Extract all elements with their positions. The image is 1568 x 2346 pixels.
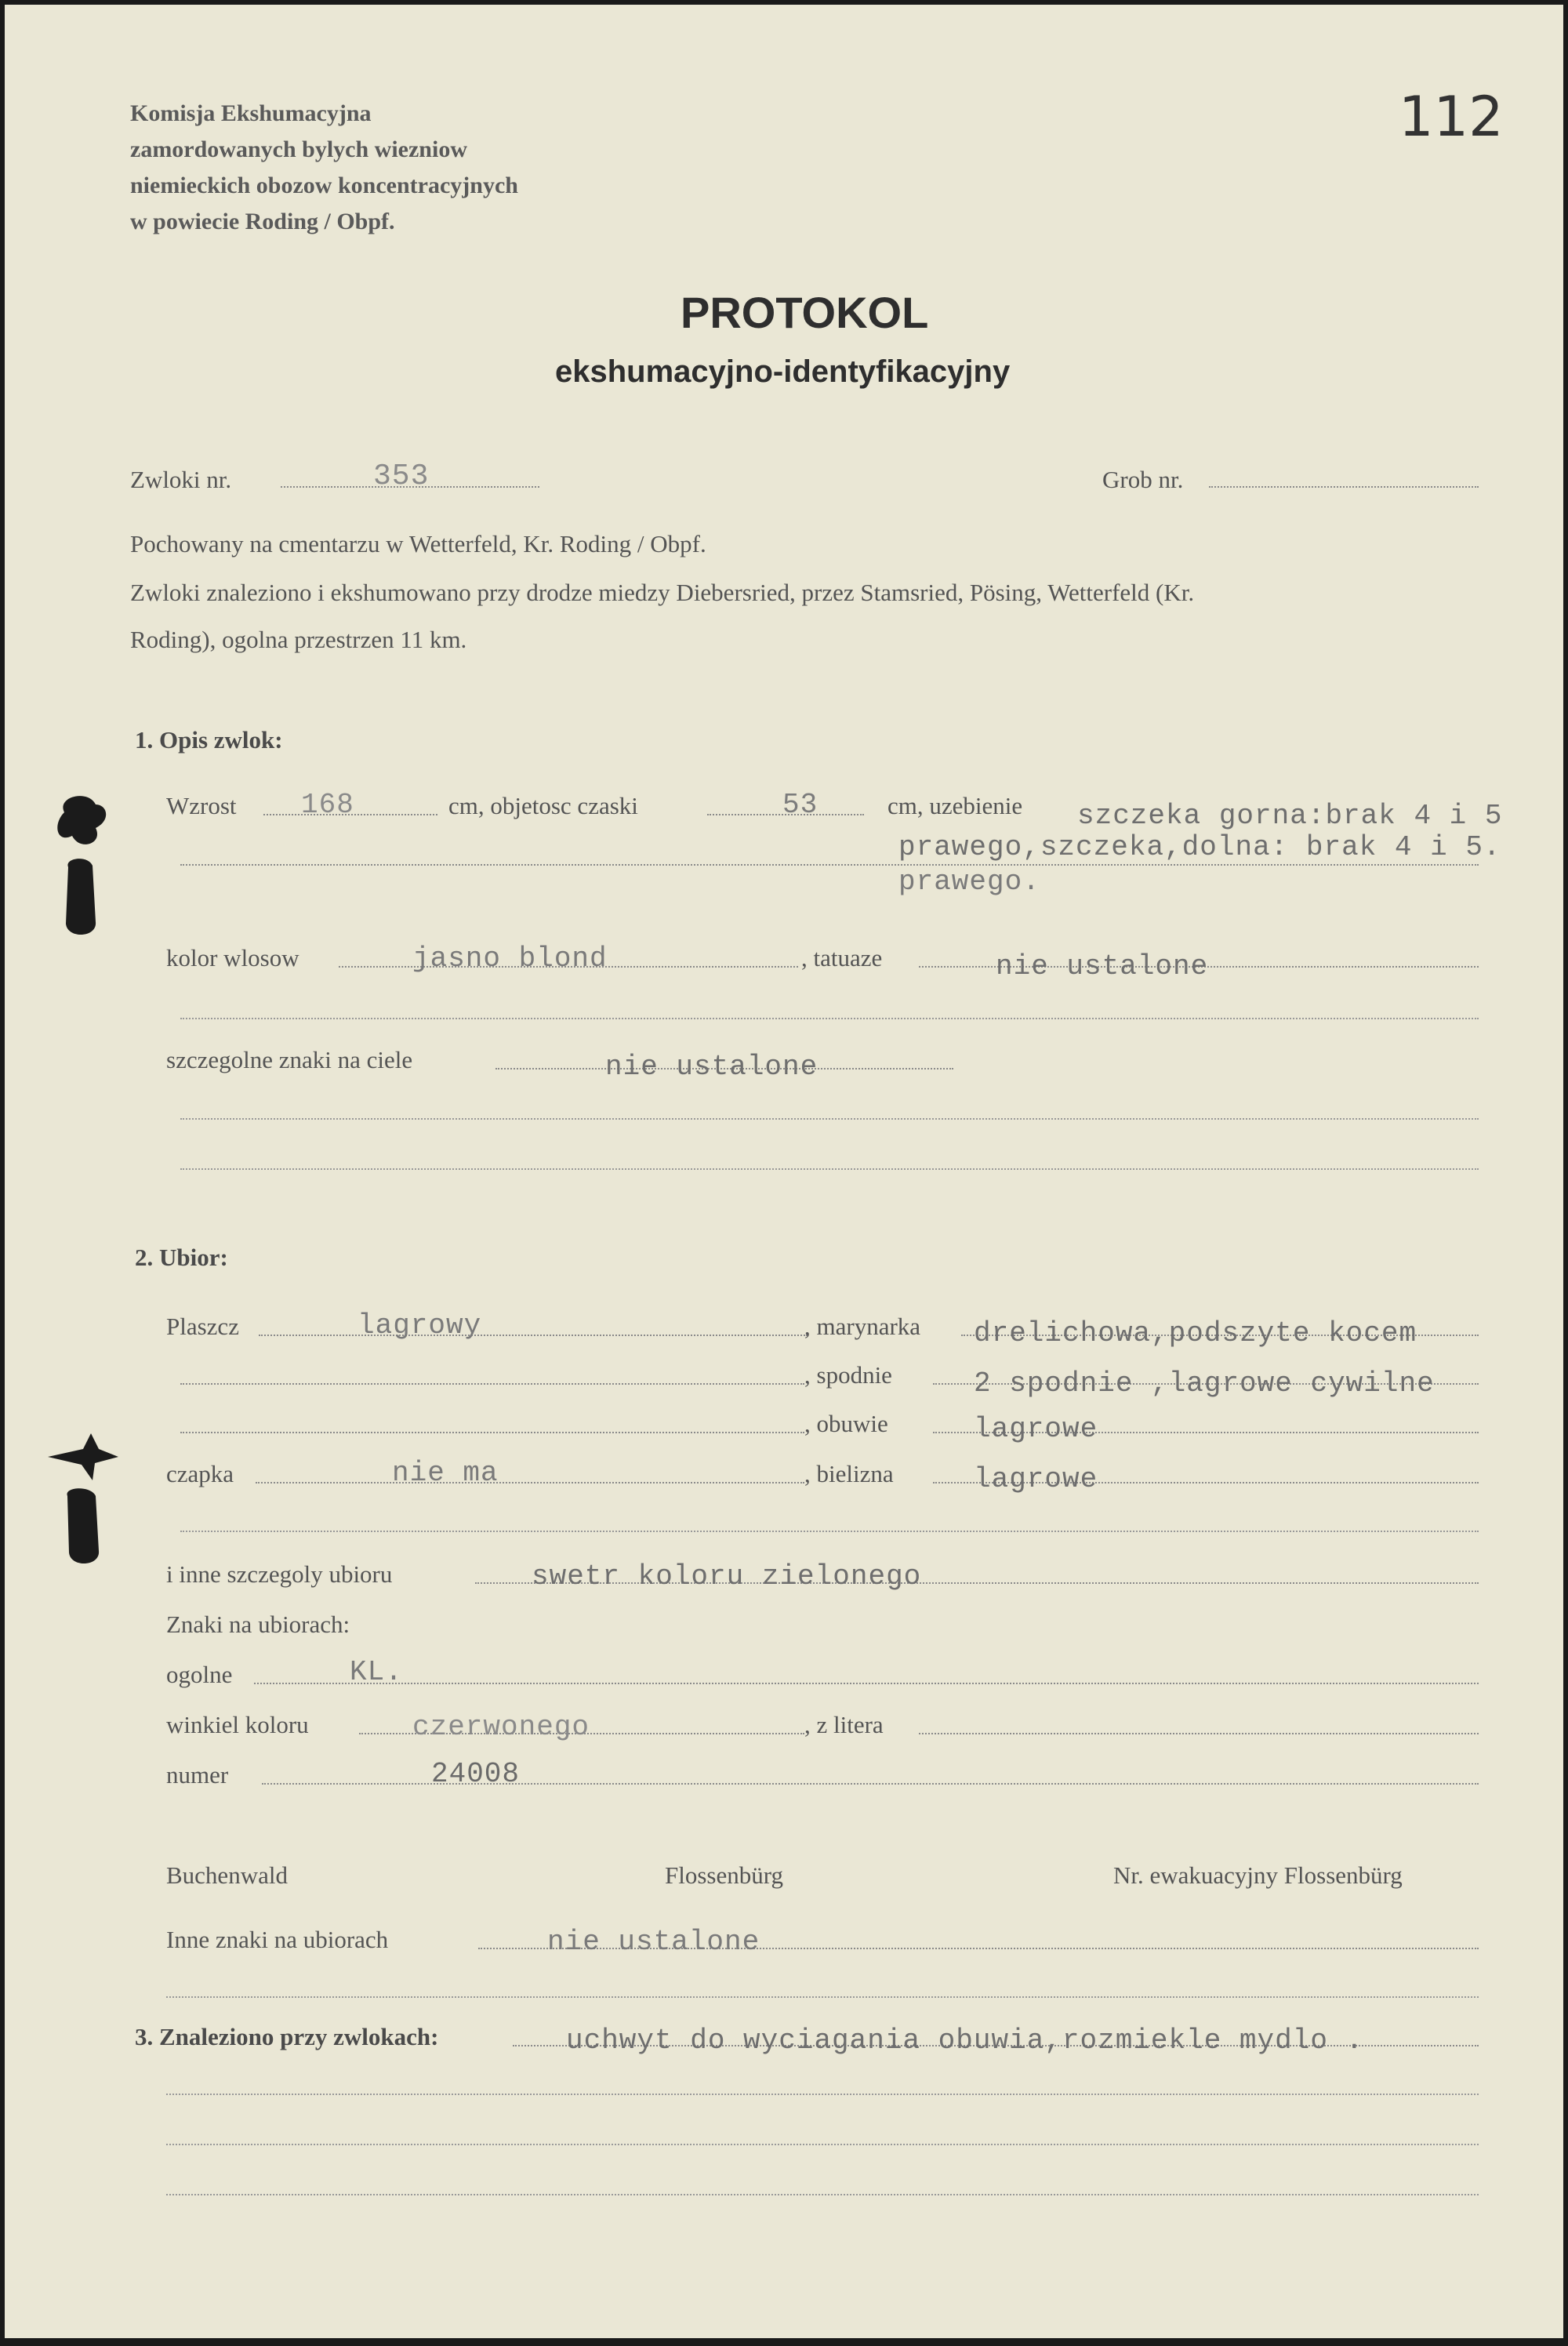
found-text-line-2: Roding), ogolna przestrzen 11 km.	[130, 626, 467, 653]
hair-color-value: jasno blond	[412, 942, 608, 975]
trousers-value: 2 spodnie ,lagrowe cywilne	[974, 1367, 1435, 1400]
cap-value: nie ma	[392, 1457, 499, 1489]
height-value: 168	[301, 789, 354, 821]
found-text-line-1: Zwloki znaleziono i ekshumowano przy drodze miedzy Diebersried, przez Stamsried, Pösing, Wetterfeld (Kr.	[130, 579, 1195, 606]
other-details-value: swetr koloru zielonego	[532, 1560, 922, 1592]
hair-color-label: kolor wlosow	[166, 944, 299, 971]
burial-place-text: Pochowany na cmentarzu w Wetterfeld, Kr. Roding / Obpf.	[130, 530, 706, 557]
general-value: KL.	[350, 1656, 403, 1688]
document-title: PROTOKOL	[681, 288, 929, 337]
buchenwald-label: Buchenwald	[166, 1861, 288, 1889]
flossenburg-label: Flossenbürg	[665, 1861, 784, 1889]
number-value: 24008	[431, 1758, 521, 1790]
triangle-color-value: czerwonego	[412, 1711, 590, 1743]
skull-volume-label: cm, objetosc czaski	[448, 792, 638, 819]
clothing-marks-label: Znaki na ubiorach:	[166, 1611, 350, 1638]
header-line-3: niemieckich obozow koncentracyjnych	[130, 172, 518, 198]
jacket-value: drelichowa,podszyte kocem	[974, 1317, 1417, 1349]
binder-clip-bottom	[44, 1425, 122, 1582]
other-clothing-marks-value: nie ustalone	[547, 1926, 760, 1958]
cap-label: czapka	[166, 1460, 234, 1487]
skull-volume-value: 53	[782, 789, 818, 821]
header-line-1: Komisja Ekshumacyjna	[130, 100, 372, 126]
number-label: numer	[166, 1761, 229, 1789]
page-number: 112	[1399, 85, 1504, 149]
triangle-color-label: winkiel koloru	[166, 1711, 309, 1738]
header-line-2: zamordowanych bylych wiezniow	[130, 136, 467, 162]
section-3-heading: 3. Znaleziono przy zwlokach:	[135, 2023, 439, 2050]
section-1-heading: 1. Opis zwlok:	[135, 726, 283, 754]
other-clothing-marks-label: Inne znaki na ubiorach	[166, 1926, 389, 1953]
tattoo-value: nie ustalone	[996, 950, 1209, 982]
body-number-label: Zwloki nr.	[130, 466, 232, 493]
teeth-value-line-2: prawego,szczeka,dolna: brak 4 i 5.	[898, 831, 1501, 863]
shoes-value: lagrowe	[974, 1413, 1098, 1445]
evacuation-number-label: Nr. ewakuacyjny Flossenbürg	[1113, 1861, 1403, 1889]
letter-label: , z litera	[804, 1711, 884, 1738]
section-2-heading: 2. Ubior:	[135, 1244, 228, 1271]
found-items-value: uchwyt do wyciagania obuwia,rozmiekle mydlo .	[566, 2025, 1364, 2057]
other-details-label: i inne szczegoly ubioru	[166, 1560, 393, 1588]
general-label: ogolne	[166, 1661, 233, 1688]
body-number-value: 353	[373, 459, 430, 493]
shoes-label: , obuwie	[804, 1410, 888, 1437]
teeth-label: cm, uzebienie	[887, 792, 1023, 819]
trousers-label: , spodnie	[804, 1361, 892, 1389]
underwear-value: lagrowe	[974, 1463, 1098, 1495]
document-subtitle: ekshumacyjno-identyfikacyjny	[555, 354, 1011, 389]
jacket-label: , marynarka	[804, 1313, 921, 1340]
tattoo-label: , tatuaze	[801, 944, 883, 971]
header-committee-block	[130, 96, 518, 240]
special-marks-label: szczegolne znaki na ciele	[166, 1046, 413, 1073]
teeth-value-line-1: szczeka gorna:brak 4 i 5	[1077, 800, 1503, 832]
underwear-label: , bielizna	[804, 1460, 894, 1487]
teeth-value-line-3: prawego.	[898, 866, 1040, 898]
binder-clip-top	[49, 789, 119, 946]
special-marks-value: nie ustalone	[605, 1051, 818, 1083]
height-label: Wzrost	[166, 792, 237, 819]
coat-value: lagrowy	[358, 1309, 482, 1342]
document-sheet	[5, 5, 1563, 2338]
header-line-4: w powiecie Roding / Obpf.	[130, 209, 395, 234]
grave-number-label: Grob nr.	[1102, 466, 1184, 493]
coat-label: Plaszcz	[166, 1313, 239, 1340]
